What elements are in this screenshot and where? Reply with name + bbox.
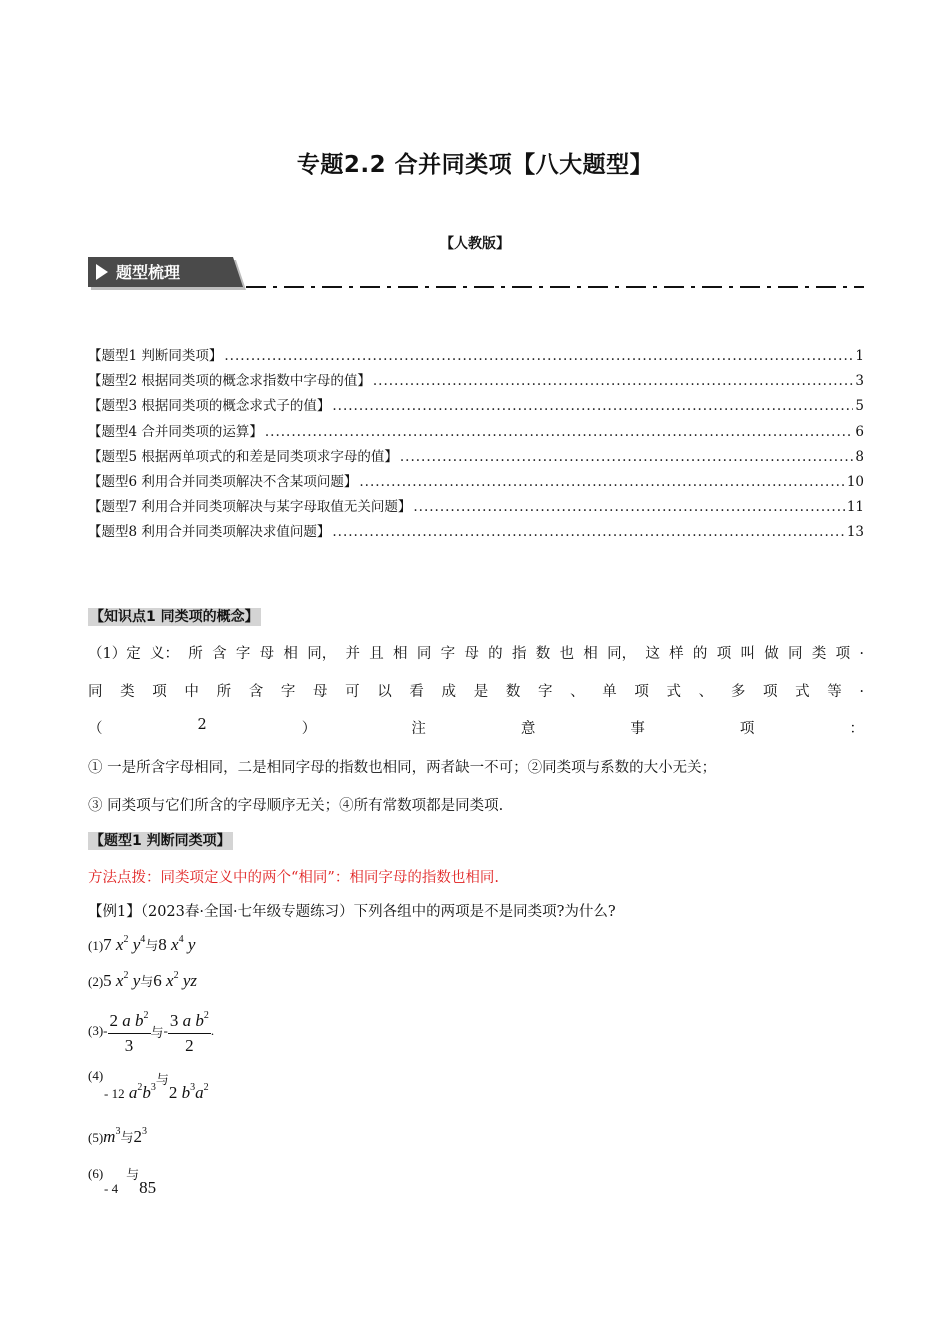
fraction-a: $\frac{2 a b^2}{3}$ [108, 1004, 151, 1058]
text-char: 项 [835, 646, 851, 662]
text-char: ： [849, 721, 864, 737]
text-char: 相 [393, 646, 408, 662]
text-char: 、 [570, 684, 585, 700]
text-char: 字 [235, 646, 251, 662]
text-char: 、 [698, 684, 714, 700]
toc-label: 【题型7 利用合并同类项解决与某字母取值无关问题】 [88, 499, 412, 516]
toc-label: 【题型2 根据同类项的概念求指数中字母的值】 [88, 373, 371, 390]
toc-leader [224, 348, 853, 364]
toc-label: 【题型4 合并同类项的运算】 [88, 423, 263, 440]
toc-row[interactable] [88, 470, 864, 495]
edition-label: 【人教版】 [440, 236, 510, 252]
toc-leader [359, 474, 844, 490]
text-char: 多 [730, 684, 746, 700]
text-char: 的 [692, 646, 708, 662]
text-char: 项 [716, 646, 732, 662]
toc-page-number: 1 [855, 348, 864, 364]
text-char: 项 [762, 684, 778, 700]
text-char: 并 [345, 646, 360, 662]
toc-row[interactable] [88, 344, 864, 369]
toc-leader [332, 524, 844, 540]
text-char: 相 [583, 646, 598, 662]
text-char: 数 [535, 646, 551, 662]
text-char: 同 [88, 684, 103, 700]
toc-page-number: 11 [846, 499, 864, 516]
text-char: 母 [464, 646, 479, 662]
fraction-b: $\frac{3 a b^2}{2}$ [168, 1004, 211, 1058]
text-char: 同， [607, 646, 637, 662]
knowledge-line-4: ① 一是所含字母相同，二是相同字母的指数也相同，两者缺一不可；②同类项与系数的大小无关； [88, 760, 717, 776]
text-char: 所 [216, 684, 232, 700]
text-char: 且 [369, 646, 384, 662]
text-char: 含 [248, 684, 264, 700]
text-char: 项 [739, 721, 755, 737]
toc-row[interactable] [88, 394, 864, 419]
toc-page-number: 8 [855, 448, 864, 465]
method-tip: 方法点拨：同类项定义中的两个“相同”：相同字母的指数也相同. [88, 870, 499, 886]
toc-page-number: 13 [846, 524, 864, 541]
text-char: 同 [416, 646, 432, 662]
text-char: 等 [827, 684, 842, 700]
item-1: (1)7 $x^2$ $y^4$与8 $x^4$ y [88, 934, 196, 954]
knowledge-line-2 [88, 680, 864, 701]
text-char: 叫 [740, 646, 755, 662]
toc-label: 【题型3 根据同类项的概念求式子的值】 [88, 398, 331, 415]
text-char: 成 [441, 684, 457, 700]
toc-page-number: 5 [855, 398, 864, 415]
text-char: 式 [795, 684, 810, 700]
text-char: 指 [511, 646, 527, 662]
text-char: 项 [634, 684, 649, 700]
text-char: 数 [505, 684, 521, 700]
item-3: (3) - $\frac{2 a b^2}{3}$ 与 - $\frac{3 a b^2}{2}$ . [88, 1004, 214, 1058]
text-char: 注 [411, 721, 426, 737]
text-char: 是 [473, 684, 489, 700]
item-2: (2)5 $x^2$ y与6 $x^2$ yz [88, 970, 197, 990]
text-char: 这 [645, 646, 660, 662]
banner-label: 题型梳理 [116, 263, 181, 282]
text-char: 义： [150, 646, 180, 662]
text-char: 相 [283, 646, 298, 662]
item-5: $(5)m^3$与$2^3$ [88, 1126, 147, 1146]
text-char: 样 [669, 646, 684, 662]
text-char: （ [88, 721, 103, 737]
text-char: ） [301, 721, 317, 737]
text-char: 同， [307, 646, 337, 662]
knowledge-line-5: ③ 同类项与它们所含的字母顺序无关；④所有常数项都是同类项. [88, 798, 504, 814]
toc-page-number: 6 [855, 423, 864, 440]
toc-leader [265, 424, 854, 440]
toc-row[interactable] [88, 445, 864, 470]
text-char: 看 [409, 684, 424, 700]
text-char: 以 [377, 684, 392, 700]
table-of-contents [88, 344, 864, 546]
toc-row[interactable] [88, 520, 864, 545]
toc-leader [332, 398, 853, 414]
text-char: 2 [197, 717, 207, 733]
text-char: 事 [630, 721, 645, 737]
toc-leader [373, 373, 854, 389]
text-char: 单 [602, 684, 617, 700]
text-char: 也 [559, 646, 575, 662]
text-char: 字 [280, 684, 296, 700]
text-char: 意 [520, 721, 536, 737]
toc-leader [400, 449, 854, 465]
text-char: 同 [788, 646, 803, 662]
text-char: 中 [184, 684, 199, 700]
knowledge-heading: 【知识点1 同类项的概念】 [90, 609, 259, 625]
toc-label: 【题型1 判断同类项】 [88, 348, 223, 364]
text-char: 式 [666, 684, 682, 700]
text-char: （1）定 [88, 646, 141, 662]
toc-label: 【题型8 利用合并同类项解决求值问题】 [88, 524, 331, 541]
text-char: 母 [259, 646, 275, 662]
section-banner [88, 257, 246, 290]
text-char: 类 [811, 646, 827, 662]
text-char: 含 [212, 646, 227, 662]
toc-leader [413, 499, 844, 515]
text-char: 字 [440, 646, 456, 662]
text-char: 项 [152, 684, 167, 700]
text-char: 可 [345, 684, 360, 700]
page-title: 专题2.2 合并同类项【八大题型】 [296, 152, 654, 178]
toc-label: 【题型6 利用合并同类项解决不含某项问题】 [88, 473, 358, 490]
banner-dash-line [246, 286, 864, 288]
knowledge-line-3 [88, 717, 864, 738]
type1-heading: 【题型1 判断同类项】 [90, 833, 231, 849]
toc-row[interactable] [88, 369, 864, 394]
toc-row[interactable] [88, 495, 864, 520]
toc-label: 【题型5 根据两单项式的和差是同类项求字母的值】 [88, 448, 398, 465]
toc-row[interactable] [88, 420, 864, 445]
example-1: 【例1】（2023春·全国·七年级专题练习）下列各组中的两项是不是同类项?为什么? [88, 904, 616, 920]
text-char: 类 [120, 684, 135, 700]
text-char: 的 [488, 646, 503, 662]
toc-page-number: 3 [855, 373, 864, 390]
text-char: . [859, 642, 864, 658]
text-char: 做 [764, 646, 779, 662]
toc-page-number: 10 [846, 473, 864, 490]
text-char: 母 [312, 684, 328, 700]
text-char: 所 [188, 646, 203, 662]
knowledge-line-1 [88, 642, 864, 663]
text-char: . [859, 680, 864, 696]
text-char: 字 [537, 684, 553, 700]
